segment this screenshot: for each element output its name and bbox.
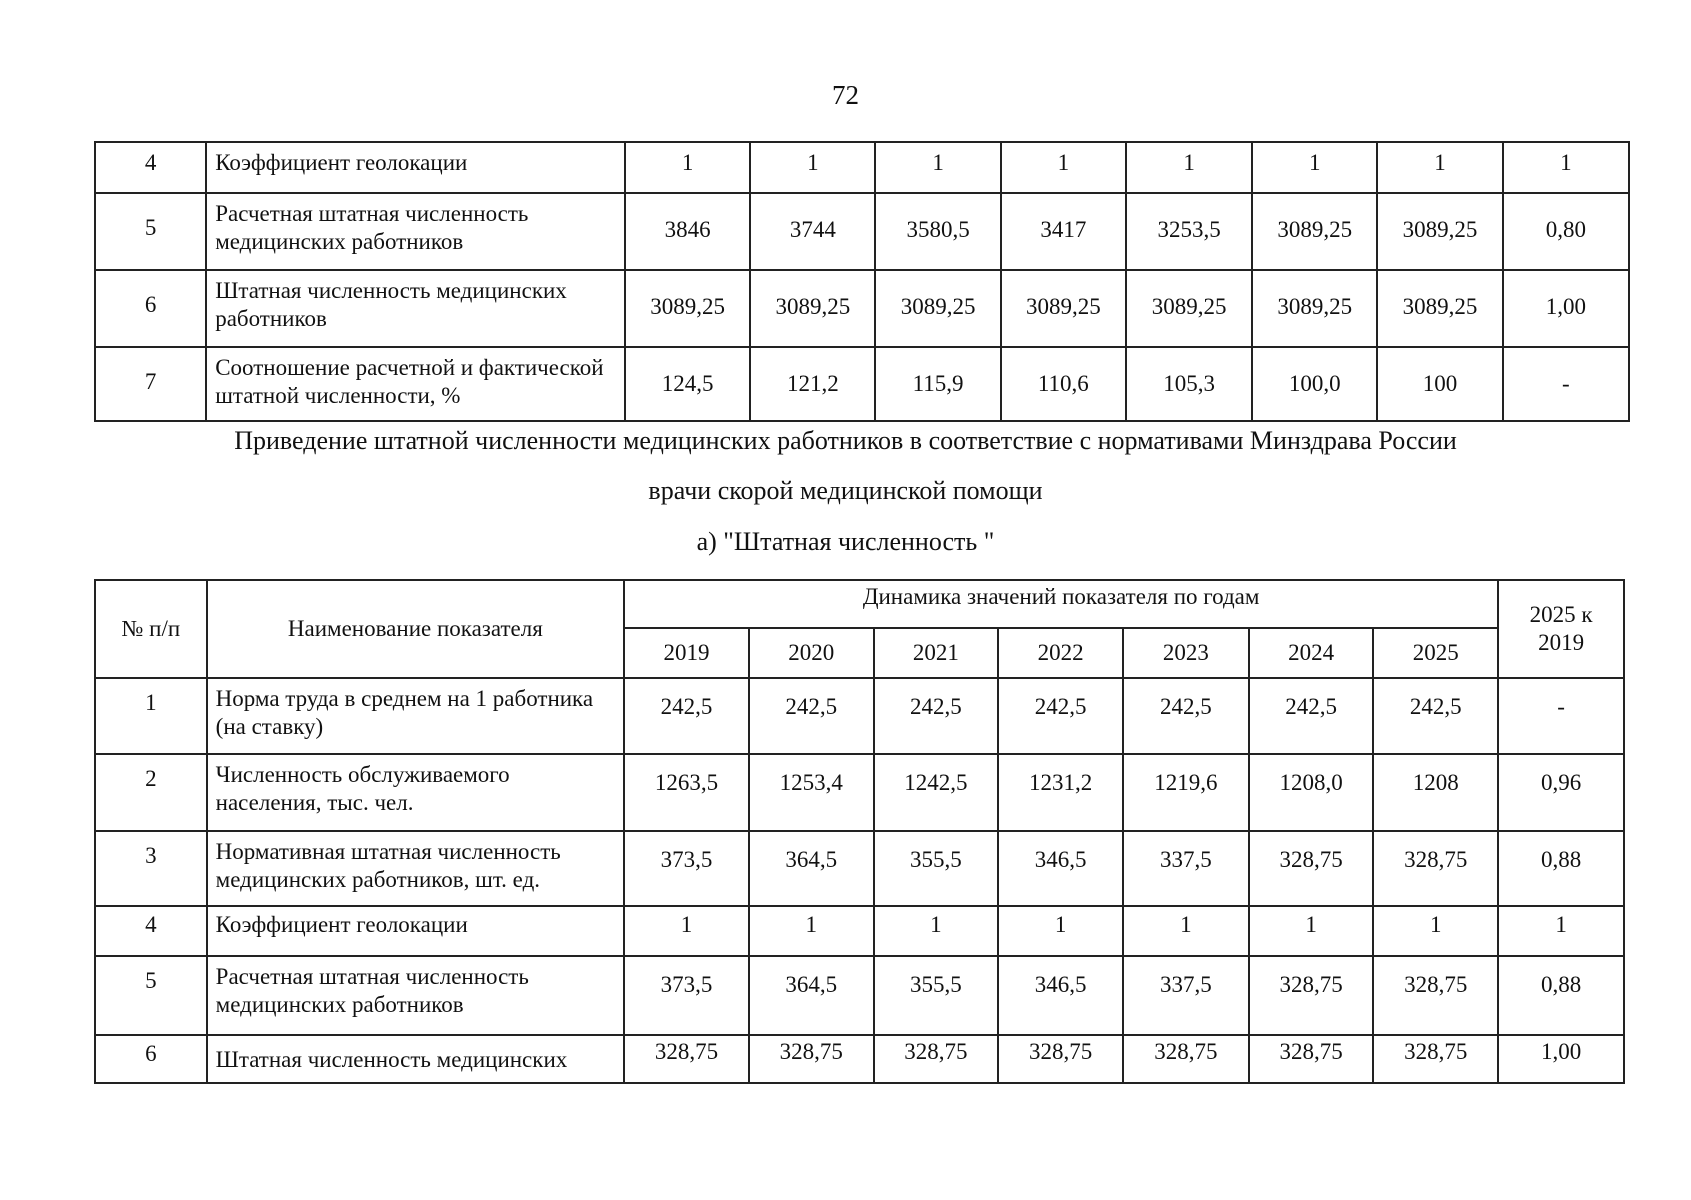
value-cell: 115,9 <box>875 347 1000 421</box>
value-cell: 328,75 <box>1249 1035 1374 1083</box>
value-cell: 242,5 <box>1123 678 1249 754</box>
value-cell: 328,75 <box>1249 956 1374 1035</box>
value-cell: 1231,2 <box>998 754 1123 831</box>
row-number: 5 <box>95 193 206 270</box>
value-cell: 1 <box>624 906 749 956</box>
value-cell: 328,75 <box>749 1035 874 1083</box>
value-cell: 242,5 <box>1249 678 1374 754</box>
value-cell: 337,5 <box>1123 956 1249 1035</box>
row-number: 4 <box>95 906 207 956</box>
indicator-name: Расчетная штатная численность медицинских работников <box>206 193 625 270</box>
staffing-table-ambulance-doctors <box>94 579 1625 1084</box>
value-cell: 328,75 <box>998 1035 1123 1083</box>
value-cell: 328,75 <box>1373 1035 1498 1083</box>
value-cell: 124,5 <box>625 347 750 421</box>
value-cell: 328,75 <box>624 1035 749 1083</box>
indicator-name: Расчетная штатная численность медицинских работников <box>207 956 624 1035</box>
page-number: 72 <box>832 80 859 110</box>
column-header-ratio: 2025 к 2019 <box>1498 580 1624 678</box>
value-cell: 1 <box>749 906 874 956</box>
value-cell: 364,5 <box>749 956 874 1035</box>
value-cell: 1 <box>1249 906 1374 956</box>
section-subtitle: врачи скорой медицинской помощи <box>648 476 1043 505</box>
indicator-name: Коэффициент геолокации <box>206 142 625 193</box>
year-header: 2019 <box>624 628 749 678</box>
row-number: 1 <box>95 678 207 754</box>
value-cell: 1263,5 <box>624 754 749 831</box>
row-number: 4 <box>95 142 206 193</box>
table-row <box>95 142 1629 193</box>
indicator-name: Штатная численность медицинских <box>207 1035 624 1083</box>
value-cell: 328,75 <box>1123 1035 1249 1083</box>
indicator-name: Нормативная штатная численность медицинских работников, шт. ед. <box>207 831 624 906</box>
indicator-name: Норма труда в среднем на 1 работника (на ставку) <box>207 678 624 754</box>
table-row <box>95 754 1624 831</box>
row-number: 6 <box>95 1035 207 1083</box>
row-number: 2 <box>95 754 207 831</box>
value-cell: 1 <box>750 142 875 193</box>
ratio-cell: 1 <box>1498 906 1624 956</box>
table-row <box>95 1035 1624 1083</box>
value-cell: 364,5 <box>749 831 874 906</box>
value-cell: 1 <box>1123 906 1249 956</box>
value-cell: 242,5 <box>749 678 874 754</box>
ratio-cell: 1,00 <box>1503 270 1629 347</box>
value-cell: 1 <box>1377 142 1502 193</box>
value-cell: 1219,6 <box>1123 754 1249 831</box>
value-cell: 1242,5 <box>874 754 999 831</box>
ratio-cell: - <box>1503 347 1629 421</box>
value-cell: 105,3 <box>1126 347 1252 421</box>
row-number: 6 <box>95 270 206 347</box>
value-cell: 242,5 <box>874 678 999 754</box>
indicator-name: Численность обслуживаемого населения, тыс. чел. <box>207 754 624 831</box>
value-cell: 3089,25 <box>1126 270 1252 347</box>
value-cell: 373,5 <box>624 956 749 1035</box>
value-cell: 1 <box>1126 142 1252 193</box>
ratio-cell: 0,96 <box>1498 754 1624 831</box>
year-header: 2024 <box>1249 628 1374 678</box>
value-cell: 3089,25 <box>750 270 875 347</box>
value-cell: 1 <box>625 142 750 193</box>
value-cell: 1 <box>1001 142 1126 193</box>
value-cell: 337,5 <box>1123 831 1249 906</box>
value-cell: 355,5 <box>874 956 999 1035</box>
value-cell: 355,5 <box>874 831 999 906</box>
value-cell: 346,5 <box>998 831 1123 906</box>
table-row <box>95 193 1629 270</box>
value-cell: 1208 <box>1373 754 1498 831</box>
value-cell: 3089,25 <box>1252 193 1377 270</box>
table-row <box>95 906 1624 956</box>
table-row <box>95 270 1629 347</box>
indicator-name: Штатная численность медицинских работников <box>206 270 625 347</box>
value-cell: 121,2 <box>750 347 875 421</box>
table-row <box>95 678 1624 754</box>
value-cell: 3580,5 <box>875 193 1000 270</box>
indicator-name: Соотношение расчетной и фактической штатной численности, % <box>206 347 625 421</box>
value-cell: 242,5 <box>1373 678 1498 754</box>
value-cell: 242,5 <box>624 678 749 754</box>
value-cell: 1253,4 <box>749 754 874 831</box>
value-cell: 1 <box>998 906 1123 956</box>
table-caption: а) "Штатная численность " <box>696 527 995 556</box>
section-title: Приведение штатной численности медицинских работников в соответствие с нормативами Минздрава России <box>234 426 1457 455</box>
value-cell: 3417 <box>1001 193 1126 270</box>
value-cell: 373,5 <box>624 831 749 906</box>
value-cell: 100 <box>1377 347 1502 421</box>
value-cell: 1 <box>875 142 1000 193</box>
value-cell: 328,75 <box>1249 831 1374 906</box>
column-header-number: № п/п <box>95 580 207 678</box>
value-cell: 3089,25 <box>1252 270 1377 347</box>
year-header: 2023 <box>1123 628 1249 678</box>
indicator-name: Коэффициент геолокации <box>207 906 624 956</box>
row-number: 7 <box>95 347 206 421</box>
value-cell: 3089,25 <box>875 270 1000 347</box>
value-cell: 100,0 <box>1252 347 1377 421</box>
table-row <box>95 347 1629 421</box>
value-cell: 1 <box>1252 142 1377 193</box>
ratio-cell: 1 <box>1503 142 1629 193</box>
table-row <box>95 831 1624 906</box>
value-cell: 1 <box>1373 906 1498 956</box>
staffing-table-continued <box>94 141 1630 422</box>
year-header: 2021 <box>874 628 999 678</box>
value-cell: 1208,0 <box>1249 754 1374 831</box>
column-header-name: Наименование показателя <box>207 580 624 678</box>
value-cell: 3089,25 <box>625 270 750 347</box>
value-cell: 3089,25 <box>1377 193 1502 270</box>
ratio-cell: - <box>1498 678 1624 754</box>
value-cell: 3846 <box>625 193 750 270</box>
column-header-dynamics: Динамика значений показателя по годам <box>624 580 1498 628</box>
table-row <box>95 956 1624 1035</box>
value-cell: 346,5 <box>998 956 1123 1035</box>
value-cell: 328,75 <box>1373 956 1498 1035</box>
ratio-cell: 1,00 <box>1498 1035 1624 1083</box>
value-cell: 3253,5 <box>1126 193 1252 270</box>
row-number: 5 <box>95 956 207 1035</box>
value-cell: 1 <box>874 906 999 956</box>
row-number: 3 <box>95 831 207 906</box>
value-cell: 3089,25 <box>1377 270 1502 347</box>
year-header: 2020 <box>749 628 874 678</box>
value-cell: 242,5 <box>998 678 1123 754</box>
value-cell: 328,75 <box>1373 831 1498 906</box>
value-cell: 328,75 <box>874 1035 999 1083</box>
ratio-cell: 0,88 <box>1498 831 1624 906</box>
ratio-cell: 0,80 <box>1503 193 1629 270</box>
value-cell: 110,6 <box>1001 347 1126 421</box>
year-header: 2022 <box>998 628 1123 678</box>
ratio-cell: 0,88 <box>1498 956 1624 1035</box>
table-header-row <box>95 580 1624 628</box>
year-header: 2025 <box>1373 628 1498 678</box>
value-cell: 3089,25 <box>1001 270 1126 347</box>
value-cell: 3744 <box>750 193 875 270</box>
